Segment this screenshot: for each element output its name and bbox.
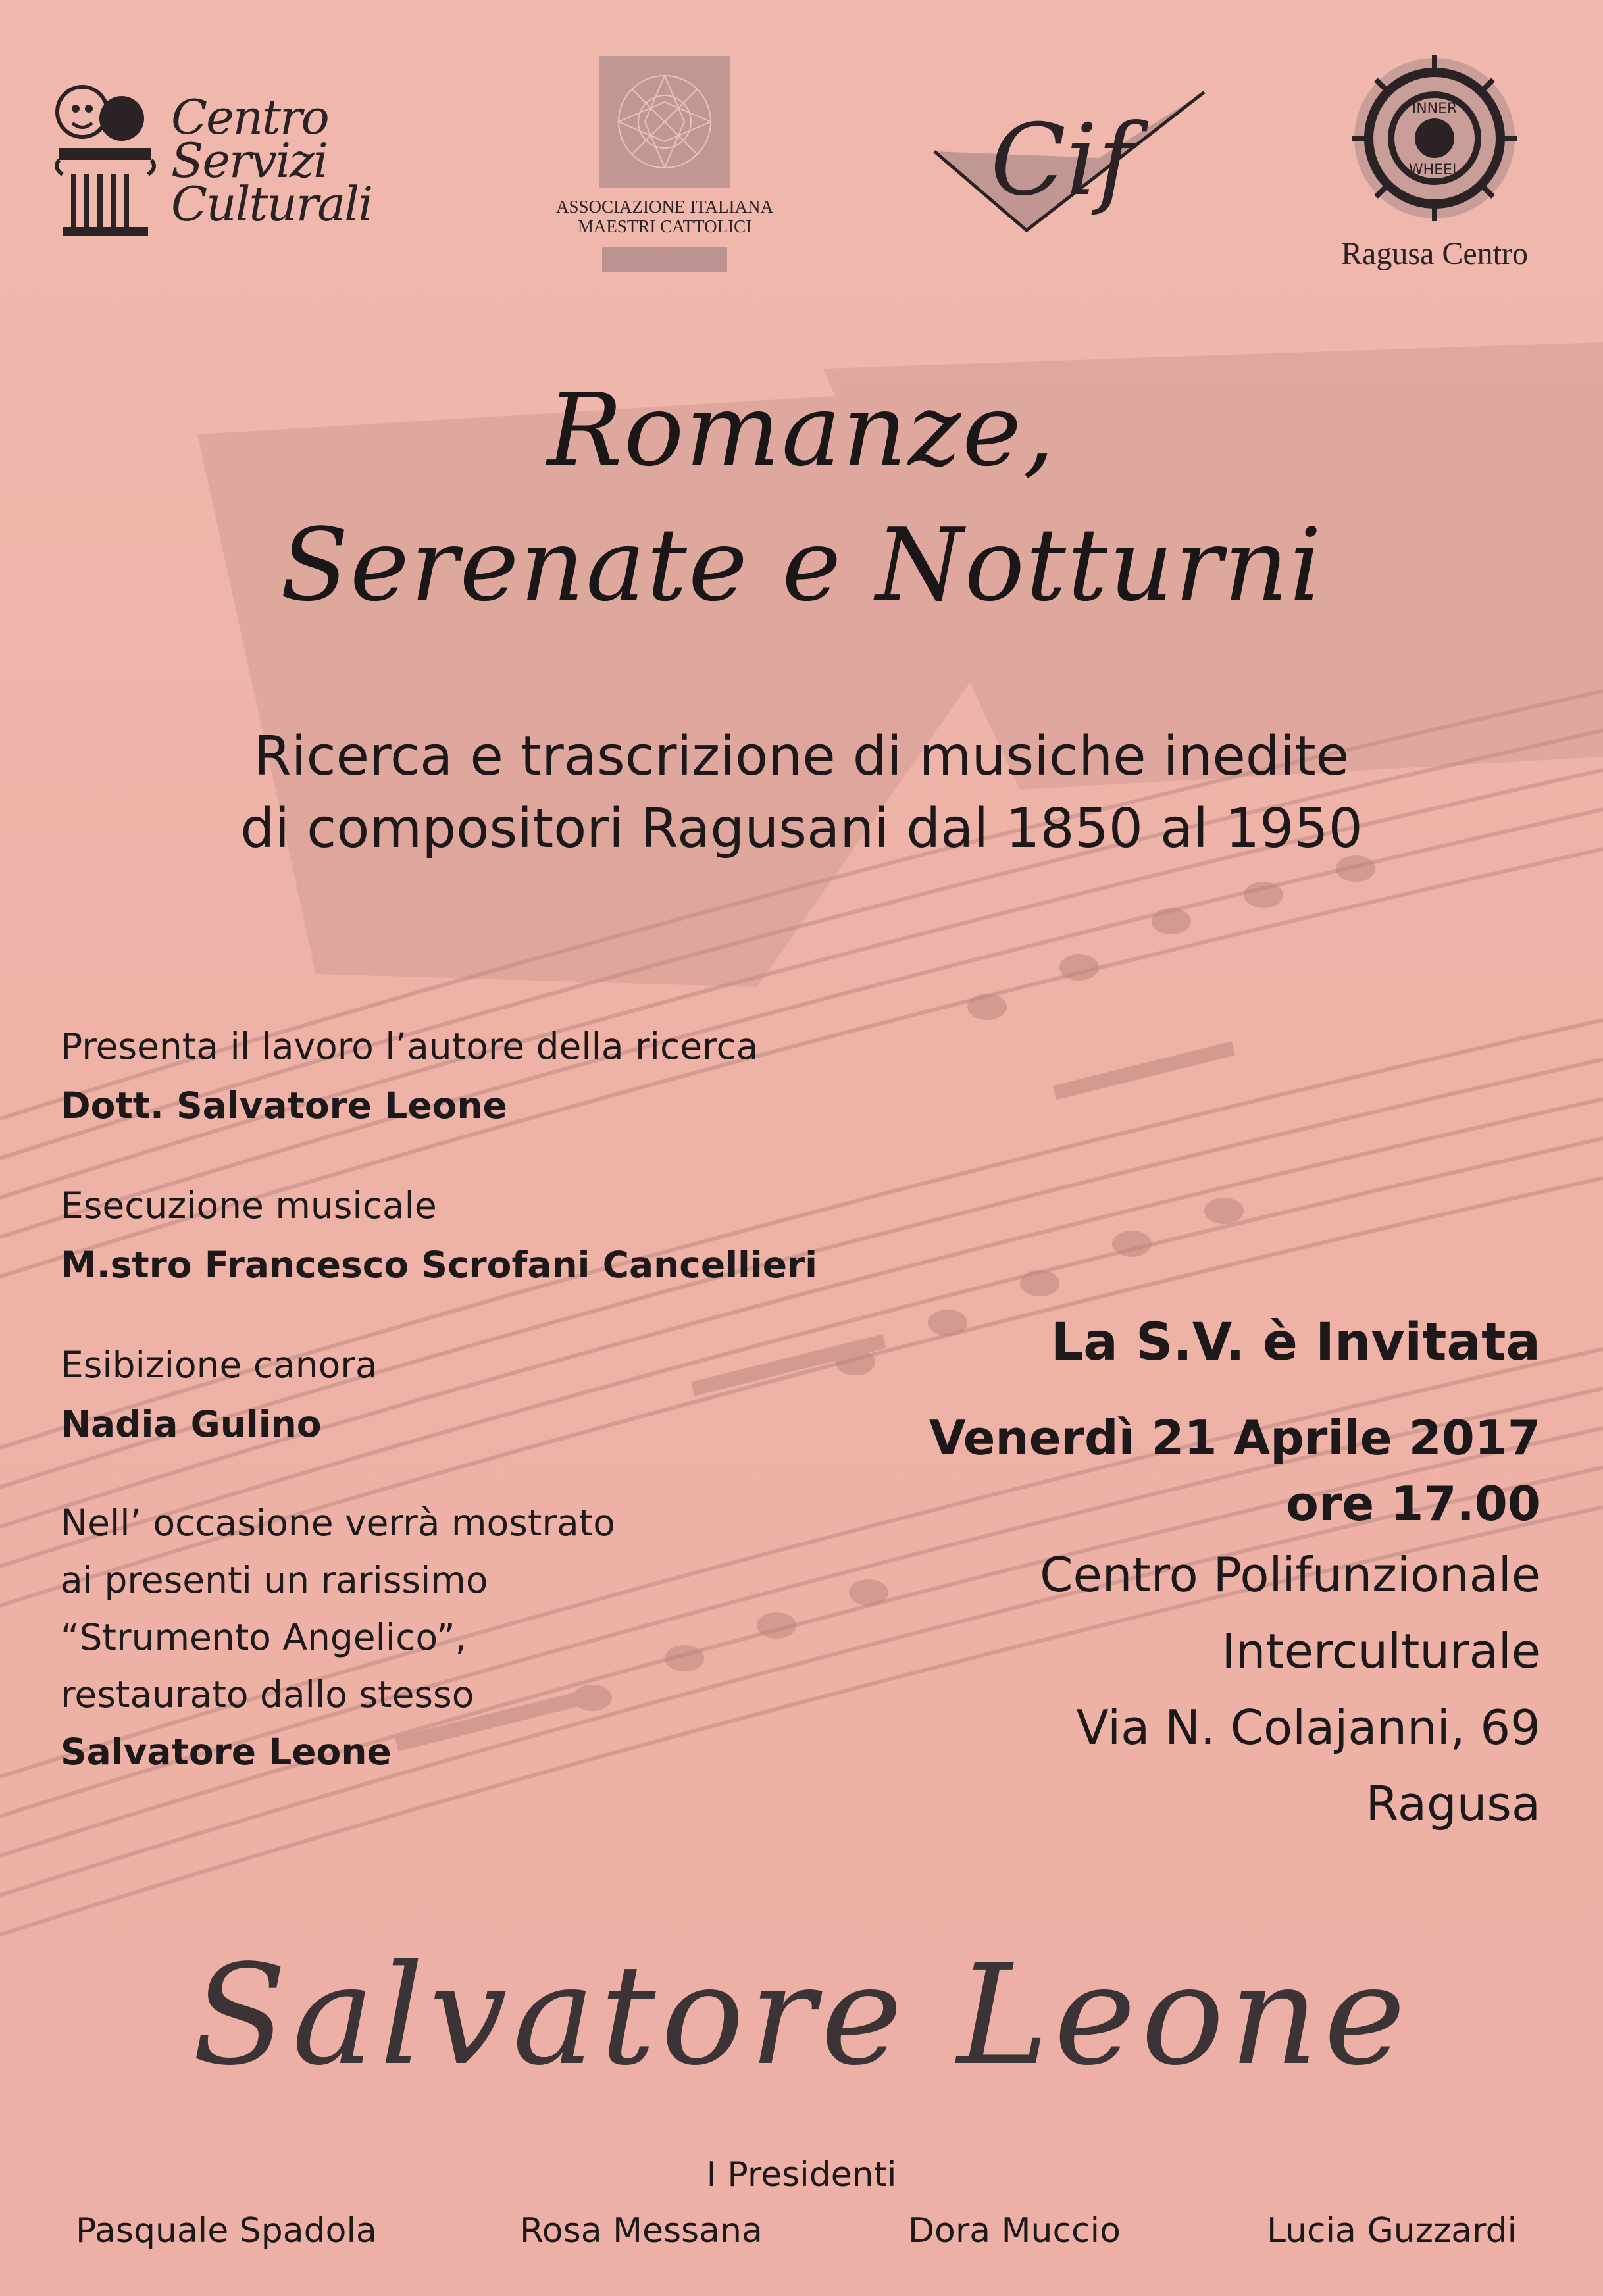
cif-logo (928, 79, 1217, 237)
event-date: Venerdì 21 Aprile 2017 (929, 1410, 1540, 1466)
program-label: Esecuzione musicale (61, 1185, 437, 1227)
presidents-list (0, 2211, 1603, 2264)
cif-text: Cif (990, 103, 1134, 218)
program-label: Presenta il lavoro l’autore della ricerca (61, 1025, 759, 1067)
aimc-name: ASSOCIAZIONE ITALIANA MAESTRI CATTOLICI (555, 197, 774, 236)
wheel-icon (1349, 53, 1520, 224)
note-line: ai presenti un rarissimo (61, 1559, 488, 1601)
invitation-line: La S.V. è Invitata (1050, 1313, 1540, 1372)
star-mandala-icon (599, 56, 730, 188)
subtitle (0, 721, 1603, 865)
note-name: Salvatore Leone (61, 1731, 392, 1773)
president-name: Dora Muccio (908, 2211, 1121, 2251)
author-name: Salvatore Leone (192, 1935, 1411, 2096)
president-name: Lucia Guzzardi (1267, 2211, 1517, 2251)
title-line-2: Serenate e Notturni (280, 507, 1323, 623)
inner-wheel-ring-bottom: WHEEL (1408, 162, 1461, 178)
president-name: Pasquale Spadola (76, 2211, 377, 2251)
program-item (61, 1176, 903, 1294)
note-line: “Strumento Angelico”, (61, 1616, 467, 1658)
inner-wheel-logo (1310, 53, 1560, 290)
presidents-title: I Presidenti (706, 2155, 897, 2195)
event-details (751, 1306, 1540, 1842)
cif-emblem-icon (928, 79, 1217, 237)
title-line-1: Romanze, (547, 372, 1056, 488)
venue-line: Via N. Colajanni, 69 (1076, 1700, 1540, 1755)
program-label: Esibizione canora (61, 1344, 378, 1386)
subtitle-line-1: Ricerca e trascrizione di musiche inedite (253, 725, 1350, 788)
program-item (61, 1017, 903, 1135)
venue-line: Centro Polifunzionale (1040, 1547, 1540, 1602)
program-name: M.stro Francesco Scrofani Cancellieri (61, 1244, 818, 1286)
venue-line: Interculturale (1221, 1623, 1540, 1679)
aimc-logo (540, 56, 790, 283)
note-line: Nell’ occasione verrà mostrato (61, 1502, 615, 1544)
president-name: Rosa Messana (520, 2211, 763, 2251)
note-line: restaurato dallo stesso (61, 1673, 474, 1716)
venue-line: Ragusa (1365, 1776, 1540, 1831)
inner-wheel-ring-top: INNER (1412, 101, 1458, 117)
program-name: Nadia Gulino (61, 1403, 322, 1445)
theatre-masks-column-icon (46, 76, 165, 240)
csc-wordmark: Centro Servizi Culturali (171, 89, 372, 232)
program-name: Dott. Salvatore Leone (61, 1084, 507, 1127)
subtitle-line-2: di compositori Ragusani dal 1850 al 1950 (240, 798, 1363, 860)
aimc-bar (602, 247, 727, 272)
centro-servizi-culturali-logo (46, 76, 415, 240)
inner-wheel-caption: Ragusa Centro (1341, 236, 1528, 271)
event-venue (751, 1537, 1540, 1842)
event-time: ore 17.00 (1286, 1476, 1540, 1531)
